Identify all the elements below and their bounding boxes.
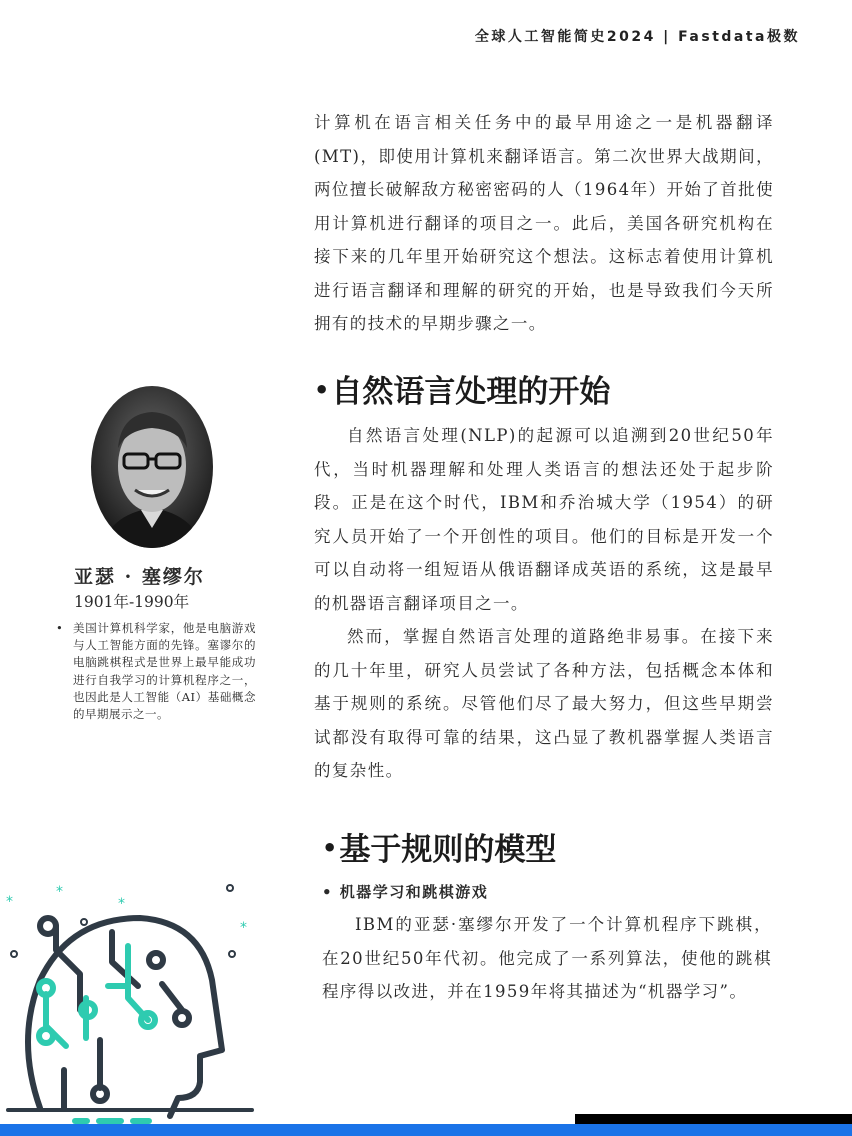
person-bio-list [56, 620, 256, 723]
page-header: 全球人工智能简史2024 | Fastdata极数 [474, 29, 800, 45]
nlp-paragraph-1: 自然语言处理(NLP)的起源可以追溯到20世纪50年代，当时机器理解和处理人类语言的想法还处于起步阶段。正是在这个时代，IBM和乔治城大学（1954）的研究人员开始了一个开创性的项目。他们的目标是开发一个可以自动将一组短语从俄语翻译成英语的系统，这是最早的机器语言翻译项目之一。 [314, 426, 774, 613]
section-heading-nlp [314, 366, 774, 411]
circuit-brain-icon [0, 870, 262, 1136]
heading-bullet: • [314, 376, 330, 404]
heading-text: 自然语言处理的开始 [331, 374, 611, 410]
person-name: 亚瑟 · 塞缪尔 [74, 566, 205, 588]
footer-bar [0, 1124, 852, 1136]
nlp-section [314, 366, 774, 788]
portrait-photo [91, 386, 213, 548]
heading-bullet: • [322, 834, 338, 862]
person-years: 1901年-1990年 [74, 593, 190, 611]
rules-paragraph: IBM的亚瑟·塞缪尔开发了一个计算机程序下跳棋，在20世纪50年代初。他完成了一系列算法，使他的跳棋程序得以改进，并在1959年将其描述为“机器学习”。 [322, 915, 772, 1001]
heading-text: 基于规则的模型 [339, 832, 557, 868]
section-heading-rules [322, 824, 772, 869]
intro-paragraph: 计算机在语言相关任务中的最早用途之一是机器翻译(MT)，即使用计算机来翻译语言。第二次世界大战期间，两位擅长破解敌方秘密密码的人（1964年）开始了首批使用计算机进行翻译的项目之一。此后，美国各研究机构在接下来的几年里开始研究这个想法。这标志着使用计算机进行语言翻译和理解的研究的开始，也是导致我们今天所拥有的技术的早期步骤之一。 [314, 113, 774, 333]
footer-accent-bar [575, 1114, 852, 1124]
svg-text:*: * [56, 884, 63, 900]
rules-section [322, 824, 772, 1009]
nlp-paragraph-2: 然而，掌握自然语言处理的道路绝非易事。在接下来的几十年里，研究人员尝试了各种方法，包括概念本体和基于规则的系统。尽管他们尽了最大努力，但这些早期尝试都没有取得可靠的结果，这凸显了教机器掌握人类语言的复杂性。 [314, 627, 774, 780]
subheading-ml-checkers: • 机器学习和跳棋游戏 [322, 883, 489, 901]
intro-section [314, 106, 774, 341]
svg-text:*: * [118, 896, 125, 912]
svg-text:*: * [240, 920, 247, 936]
person-bio: • 美国计算机科学家，他是电脑游戏与人工智能方面的先锋。塞谬尔的电脑跳棋程式是世界上最早能成功进行自我学习的计算机程序之一，也因此是人工智能（AI）基础概念的早期展示之一。 [56, 620, 256, 723]
svg-text:*: * [6, 894, 13, 910]
